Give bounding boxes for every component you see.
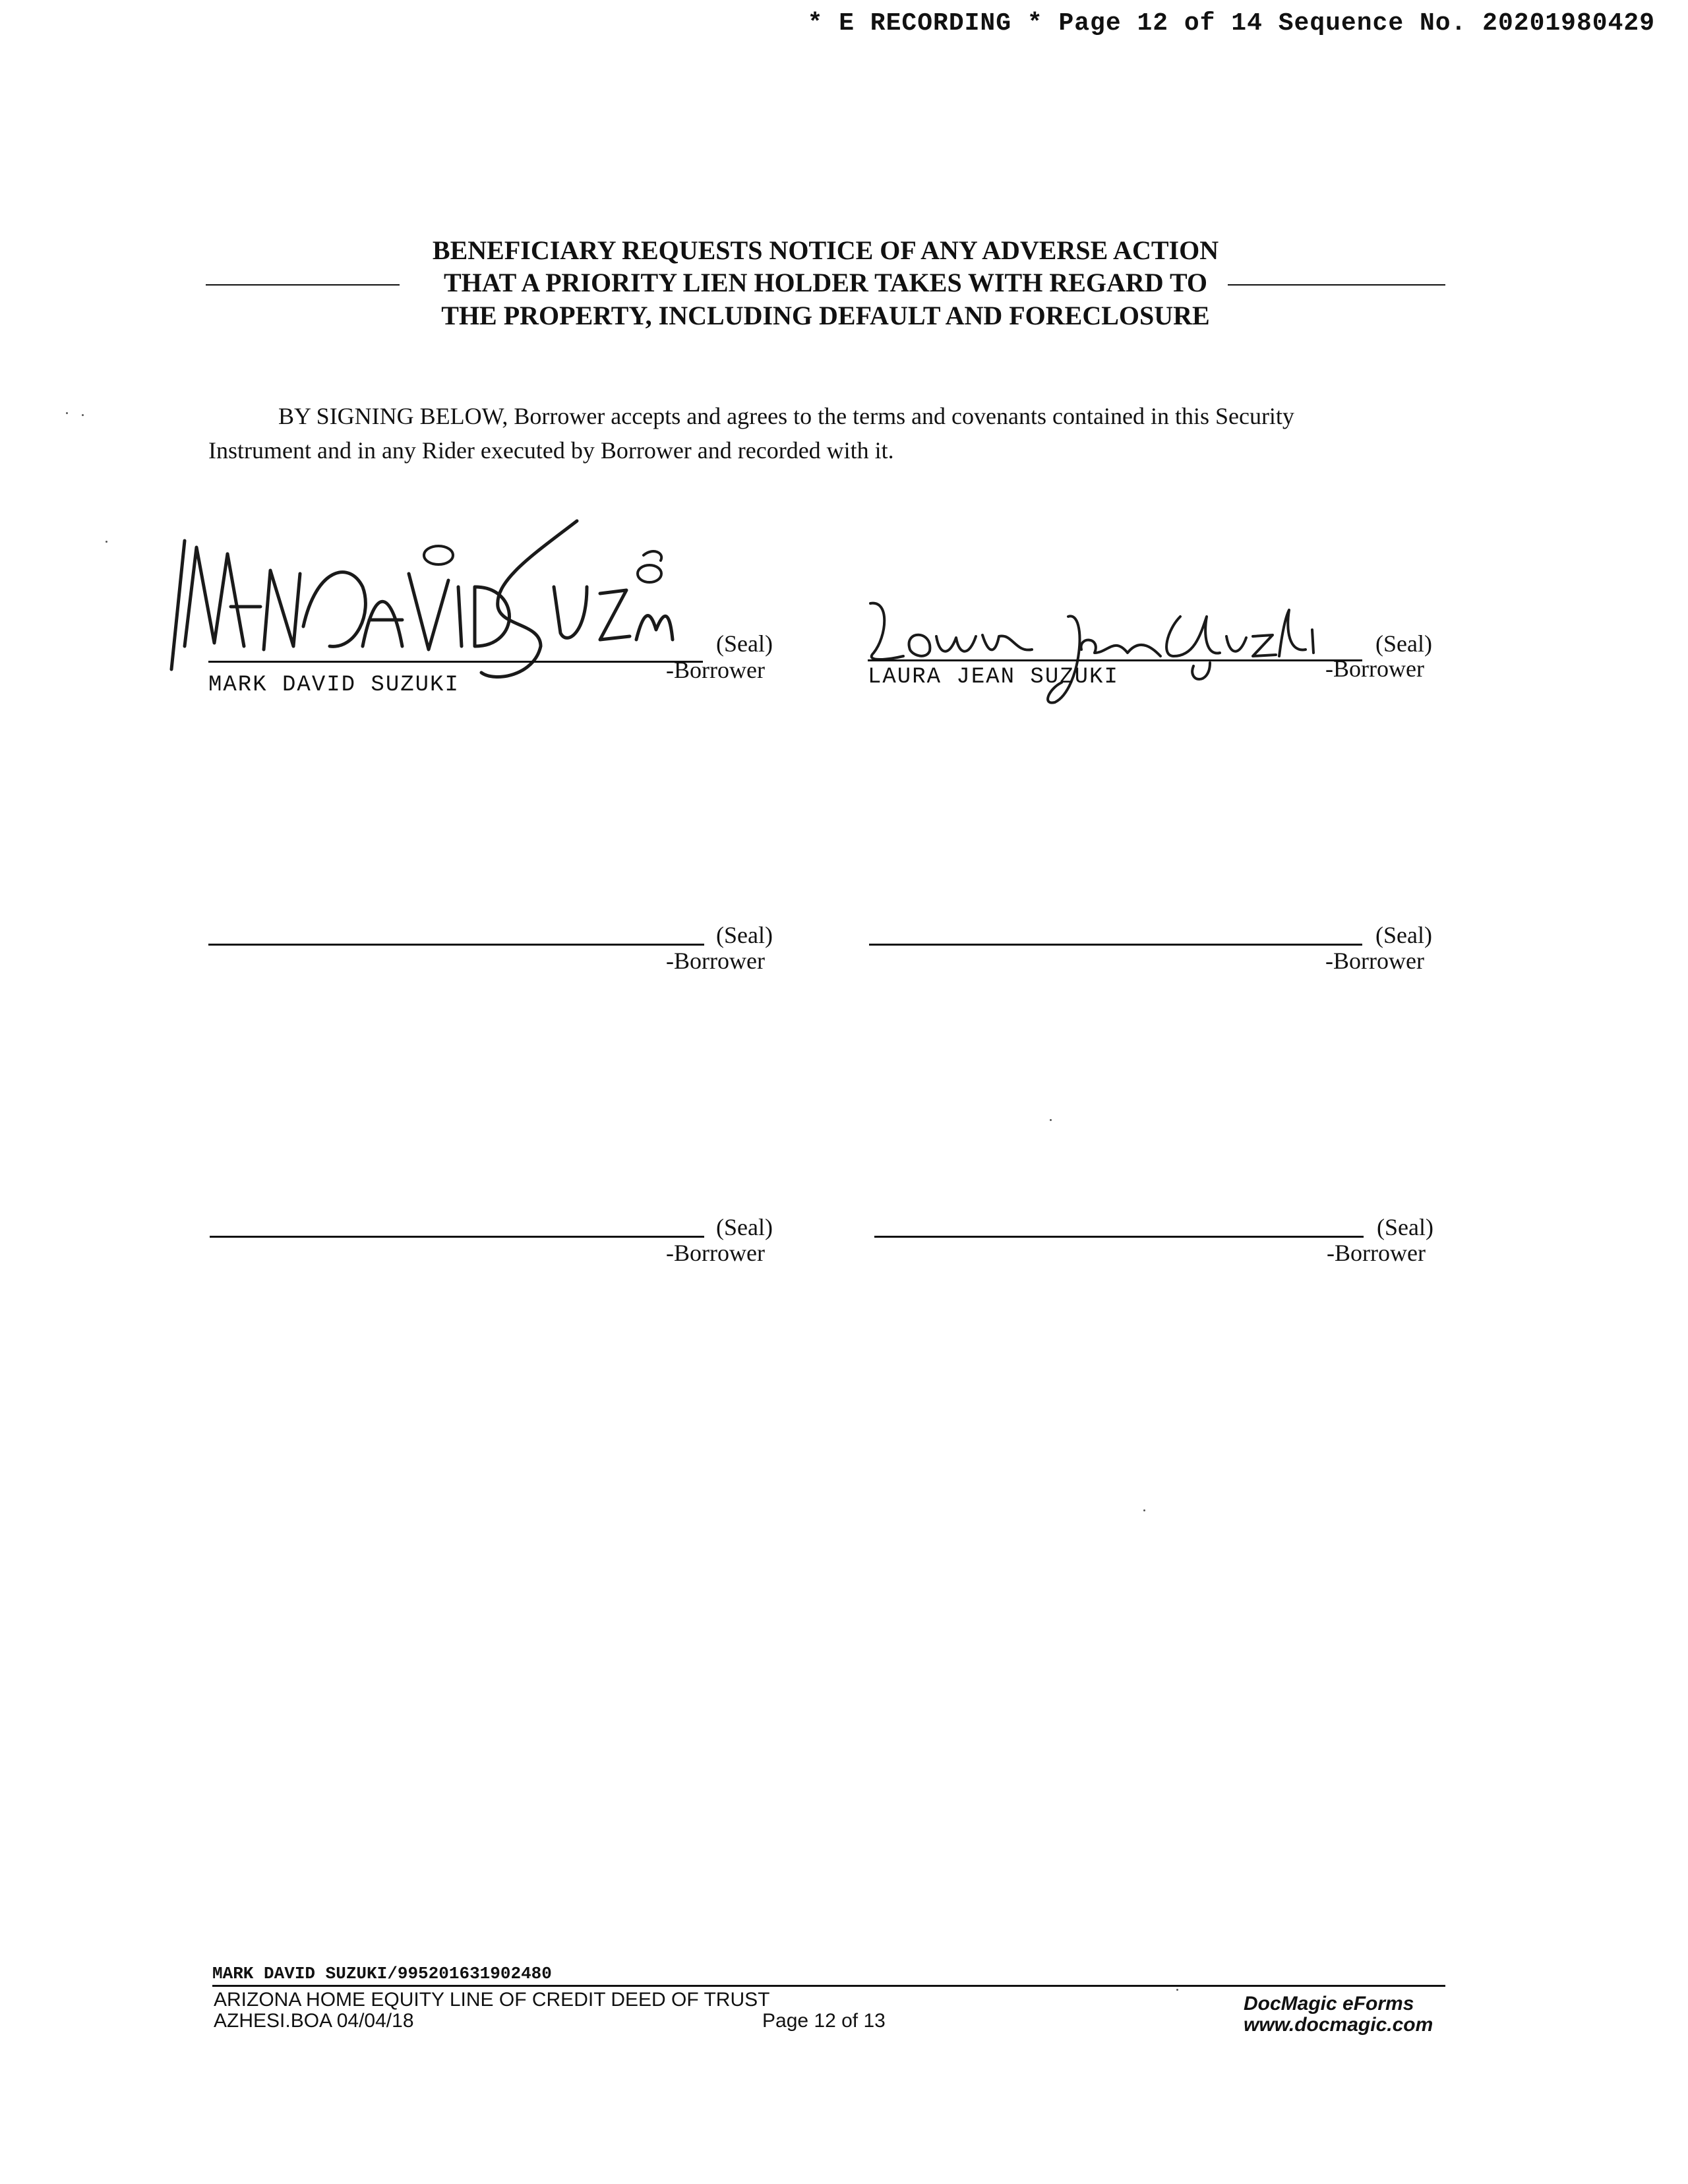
footer-form-title: ARIZONA HOME EQUITY LINE OF CREDIT DEED OF TRUST xyxy=(214,1989,770,2011)
borrower-label: -Borrower xyxy=(666,948,765,974)
borrower-label: -Borrower xyxy=(666,657,765,683)
signature-line xyxy=(210,1236,704,1238)
seal-label: (Seal) xyxy=(716,630,773,657)
scan-speck xyxy=(82,414,84,416)
scan-speck xyxy=(1176,1989,1178,1991)
seal-label: (Seal) xyxy=(1375,630,1432,657)
body-line-2: Instrument and in any Rider executed by Borrower and recorded with it. xyxy=(208,437,894,464)
borrower-label: -Borrower xyxy=(666,1240,765,1266)
borrower-label: -Borrower xyxy=(1325,948,1424,974)
footer-form-code: AZHESI.BOA 04/04/18 xyxy=(214,2010,414,2032)
footer-brand: DocMagic eForms xyxy=(1244,1993,1414,2015)
heading-line-1: BENEFICIARY REQUESTS NOTICE OF ANY ADVERSE ACTION xyxy=(432,235,1219,265)
heading-line-2: THAT A PRIORITY LIEN HOLDER TAKES WITH REGARD TO xyxy=(443,268,1208,297)
seal-label: (Seal) xyxy=(1375,922,1432,948)
recording-header: * E RECORDING * Page 12 of 14 Sequence No. 20201980429 xyxy=(807,9,1655,38)
printed-name: LAURA JEAN SUZUKI xyxy=(868,665,1119,690)
scan-speck xyxy=(1143,1509,1145,1511)
signature-laura-jean-suzuki xyxy=(851,590,1325,709)
scan-speck xyxy=(106,541,107,543)
footer-rule xyxy=(212,1985,1445,1987)
heading-rule-right xyxy=(1228,284,1445,286)
signature-line xyxy=(869,944,1362,946)
footer-website: www.docmagic.com xyxy=(1244,2014,1433,2036)
seal-label: (Seal) xyxy=(1377,1214,1433,1240)
footer-loan-reference: MARK DAVID SUZUKI/995201631902480 xyxy=(212,1964,552,1984)
seal-label: (Seal) xyxy=(716,922,773,948)
printed-name: MARK DAVID SUZUKI xyxy=(208,673,460,698)
body-line-1: BY SIGNING BELOW, Borrower accepts and agrees to the terms and covenants contained in this Security xyxy=(278,403,1294,429)
scan-speck xyxy=(1050,1119,1052,1121)
signature-line xyxy=(208,944,704,946)
footer-page-number: Page 12 of 13 xyxy=(762,2010,886,2032)
signature-line xyxy=(874,1236,1364,1238)
borrower-label: -Borrower xyxy=(1325,655,1424,682)
signature-line xyxy=(208,661,703,663)
signature-line xyxy=(868,659,1362,661)
heading-line-3: THE PROPERTY, INCLUDING DEFAULT AND FORECLOSURE xyxy=(441,301,1210,330)
borrower-label: -Borrower xyxy=(1327,1240,1426,1266)
seal-label: (Seal) xyxy=(716,1214,773,1240)
scan-speck xyxy=(66,412,68,414)
